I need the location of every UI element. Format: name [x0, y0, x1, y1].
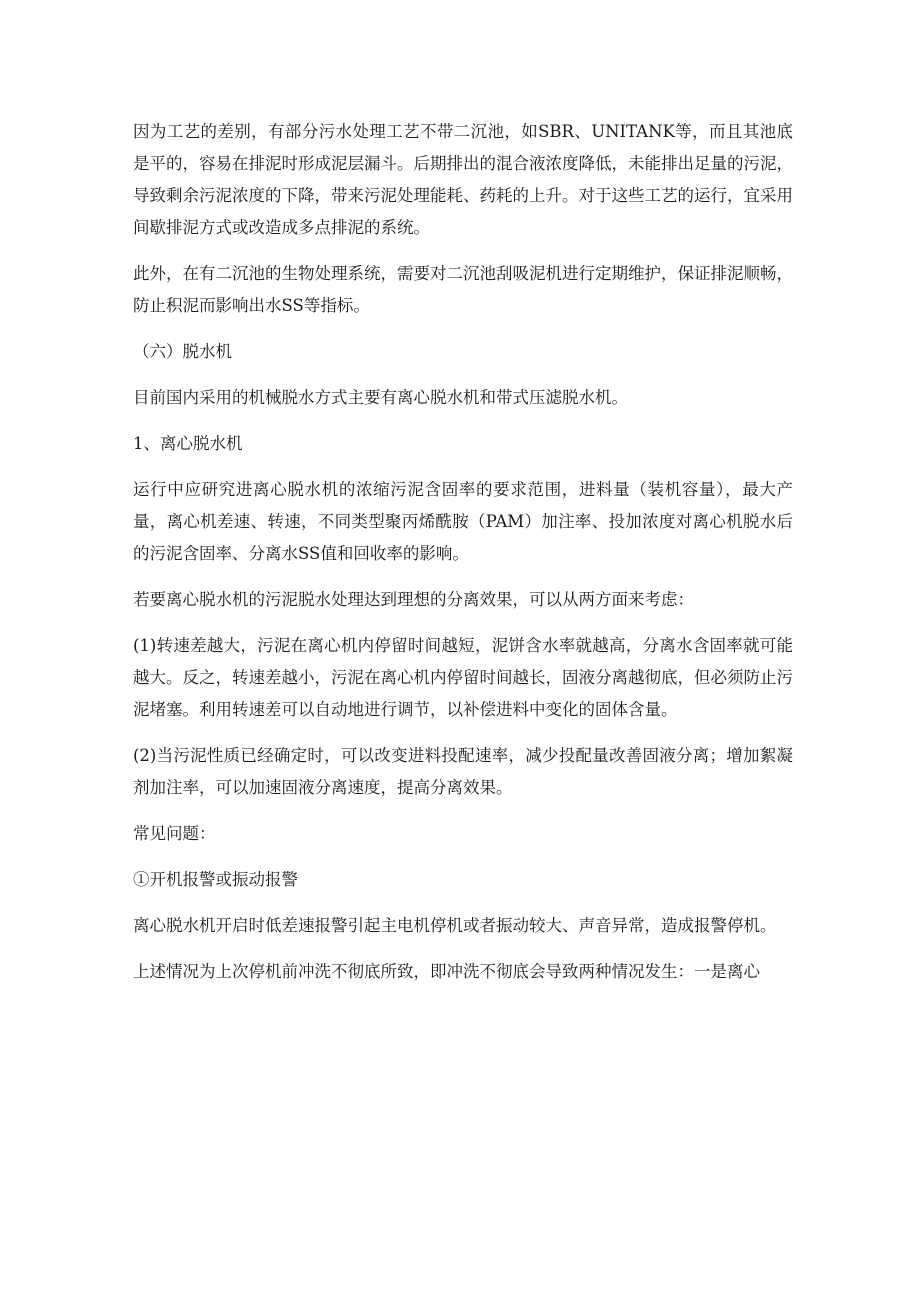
- paragraph-process-difference: 因为工艺的差别，有部分污水处理工艺不带二沉池，如SBR、UNITANK等，而且其池底是平的，容易在排泥时形成泥层漏斗。后期排出的混合液浓度降低，未能排出足量的污泥，导致剩余污泥浓度的下降，带来污泥处理能耗、药耗的上升。对于这些工艺的运行，宜采用间歇排泥方式或改造成多点排泥的系统。: [133, 122, 793, 237]
- paragraph-item-1: (1)转速差越大，污泥在离心机内停留时间越短，泥饼含水率就越高，分离水含固率就可能越大。反之，转速差越小，污泥在离心机内停留时间越长，固液分离越彻底，但必须防止污泥堵塞。利用转速差可以自动地进行调节，以补偿进料中变化的固体含量。: [133, 636, 793, 719]
- problem-heading-1: ①开机报警或振动报警: [133, 870, 298, 889]
- paragraph-problem-cause: 上述情况为上次停机前冲洗不彻底所致，即冲洗不彻底会导致两种情况发生：一是离心: [133, 962, 760, 981]
- paragraph-centrifuge-operation: 运行中应研究进离心脱水机的浓缩污泥含固率的要求范围，进料量（装机容量），最大产量，离心机差速、转速，不同类型聚丙烯酰胺（PAM）加注率、投加浓度对离心机脱水后的污泥含固率、分离水SS值和回收率的影响。: [133, 480, 793, 563]
- paragraph-problem-description: 离心脱水机开启时低差速报警引起主电机停机或者振动较大、声音异常，造成报警停机。: [133, 916, 777, 935]
- section-heading-dewatering-machine: （六）脱水机: [133, 342, 232, 361]
- document-body: [133, 116, 793, 1002]
- paragraph-dewatering-methods: 目前国内采用的机械脱水方式主要有离心脱水机和带式压滤脱水机。: [133, 388, 628, 407]
- heading-common-problems: 常见问题：: [133, 824, 216, 843]
- paragraph-item-2: (2)当污泥性质已经确定时，可以改变进料投配速率，减少投配量改善固液分离；增加絮凝剂加注率，可以加速固液分离速度，提高分离效果。: [133, 746, 793, 797]
- paragraph-separation-effect: 若要离心脱水机的污泥脱水处理达到理想的分离效果，可以从两方面来考虑：: [133, 590, 694, 609]
- subheading-centrifuge: 1、离心脱水机: [133, 434, 243, 453]
- paragraph-secondary-clarifier: 此外，在有二沉池的生物处理系统，需要对二沉池刮吸泥机进行定期维护，保证排泥顺畅，防止积泥而影响出水SS等指标。: [133, 264, 793, 315]
